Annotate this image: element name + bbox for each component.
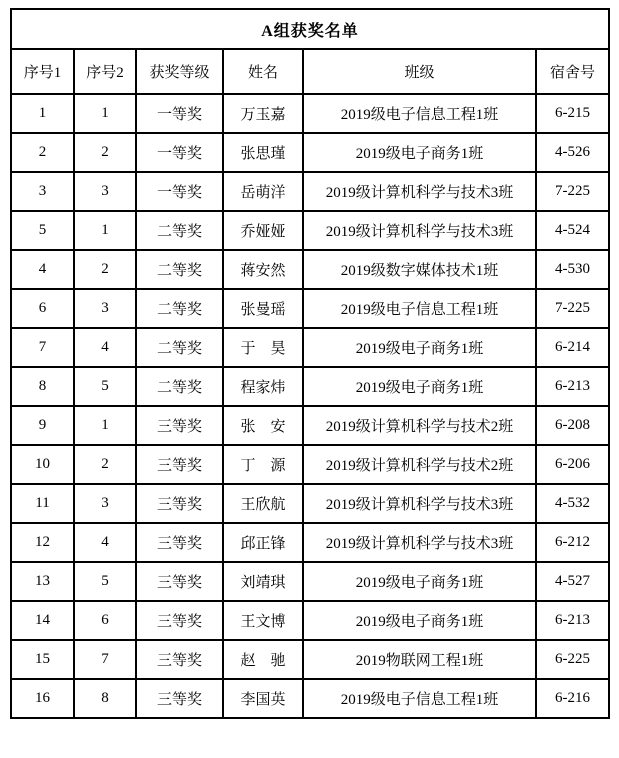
- cell-seq2: 3: [74, 172, 136, 211]
- cell-award: 二等奖: [136, 367, 223, 406]
- cell-award: 三等奖: [136, 562, 223, 601]
- cell-class: 2019级计算机科学与技术2班: [303, 445, 536, 484]
- table-row: [11, 250, 609, 289]
- cell-seq1: 10: [11, 445, 74, 484]
- title-row: [11, 9, 609, 49]
- cell-dorm: 4-526: [536, 133, 609, 172]
- column-header-class: 班级: [303, 49, 536, 94]
- cell-seq2: 3: [74, 289, 136, 328]
- cell-seq1: 1: [11, 94, 74, 133]
- cell-seq1: 13: [11, 562, 74, 601]
- cell-name: 张曼瑶: [223, 289, 303, 328]
- award-table: [10, 8, 610, 719]
- table-row: [11, 94, 609, 133]
- table-row: [11, 406, 609, 445]
- cell-name: 王文博: [223, 601, 303, 640]
- table-body: [11, 94, 609, 718]
- cell-seq2: 2: [74, 133, 136, 172]
- cell-class: 2019级电子信息工程1班: [303, 679, 536, 718]
- cell-dorm: 6-206: [536, 445, 609, 484]
- cell-seq1: 5: [11, 211, 74, 250]
- cell-seq2: 1: [74, 406, 136, 445]
- cell-class: 2019级电子商务1班: [303, 367, 536, 406]
- cell-dorm: 7-225: [536, 289, 609, 328]
- cell-class: 2019级电子商务1班: [303, 562, 536, 601]
- cell-seq2: 1: [74, 94, 136, 133]
- cell-dorm: 6-212: [536, 523, 609, 562]
- cell-name: 王欣航: [223, 484, 303, 523]
- table-row: [11, 484, 609, 523]
- cell-seq2: 5: [74, 562, 136, 601]
- cell-dorm: 6-208: [536, 406, 609, 445]
- cell-award: 三等奖: [136, 406, 223, 445]
- cell-dorm: 7-225: [536, 172, 609, 211]
- cell-dorm: 4-527: [536, 562, 609, 601]
- header-row: [11, 49, 609, 94]
- cell-dorm: 6-225: [536, 640, 609, 679]
- cell-seq1: 14: [11, 601, 74, 640]
- cell-class: 2019级计算机科学与技术3班: [303, 172, 536, 211]
- cell-seq2: 6: [74, 601, 136, 640]
- cell-class: 2019级电子商务1班: [303, 133, 536, 172]
- cell-award: 三等奖: [136, 601, 223, 640]
- cell-seq1: 7: [11, 328, 74, 367]
- cell-seq2: 1: [74, 211, 136, 250]
- cell-seq2: 7: [74, 640, 136, 679]
- table-row: [11, 289, 609, 328]
- cell-name: 张 安: [223, 406, 303, 445]
- cell-seq2: 3: [74, 484, 136, 523]
- cell-name: 张思瑾: [223, 133, 303, 172]
- table-row: [11, 562, 609, 601]
- cell-class: 2019级数字媒体技术1班: [303, 250, 536, 289]
- cell-name: 岳萌洋: [223, 172, 303, 211]
- cell-award: 二等奖: [136, 250, 223, 289]
- cell-seq1: 9: [11, 406, 74, 445]
- cell-name: 于 昊: [223, 328, 303, 367]
- cell-class: 2019级电子信息工程1班: [303, 94, 536, 133]
- column-header-award: 获奖等级: [136, 49, 223, 94]
- cell-class: 2019级计算机科学与技术3班: [303, 523, 536, 562]
- cell-dorm: 6-216: [536, 679, 609, 718]
- cell-name: 万玉嘉: [223, 94, 303, 133]
- cell-seq1: 2: [11, 133, 74, 172]
- cell-award: 三等奖: [136, 640, 223, 679]
- cell-seq1: 15: [11, 640, 74, 679]
- column-header-seq1: 序号1: [11, 49, 74, 94]
- cell-name: 邱正锋: [223, 523, 303, 562]
- cell-class: 2019级计算机科学与技术3班: [303, 211, 536, 250]
- cell-seq2: 2: [74, 445, 136, 484]
- cell-name: 赵 驰: [223, 640, 303, 679]
- cell-award: 三等奖: [136, 679, 223, 718]
- cell-award: 三等奖: [136, 523, 223, 562]
- table-row: [11, 172, 609, 211]
- cell-award: 一等奖: [136, 94, 223, 133]
- cell-name: 丁 源: [223, 445, 303, 484]
- cell-name: 乔娅娅: [223, 211, 303, 250]
- cell-dorm: 4-530: [536, 250, 609, 289]
- cell-award: 二等奖: [136, 328, 223, 367]
- cell-name: 蒋安然: [223, 250, 303, 289]
- cell-dorm: 6-213: [536, 601, 609, 640]
- cell-seq2: 4: [74, 523, 136, 562]
- table-row: [11, 523, 609, 562]
- table-row: [11, 601, 609, 640]
- award-table-page: [10, 8, 610, 719]
- cell-name: 刘靖琪: [223, 562, 303, 601]
- cell-dorm: 6-215: [536, 94, 609, 133]
- table-row: [11, 133, 609, 172]
- cell-seq1: 4: [11, 250, 74, 289]
- cell-seq1: 3: [11, 172, 74, 211]
- cell-award: 一等奖: [136, 133, 223, 172]
- cell-dorm: 4-524: [536, 211, 609, 250]
- cell-seq1: 12: [11, 523, 74, 562]
- cell-class: 2019级计算机科学与技术3班: [303, 484, 536, 523]
- cell-seq1: 16: [11, 679, 74, 718]
- cell-dorm: 6-213: [536, 367, 609, 406]
- cell-seq2: 4: [74, 328, 136, 367]
- cell-class: 2019级电子商务1班: [303, 328, 536, 367]
- cell-name: 李国英: [223, 679, 303, 718]
- table-row: [11, 445, 609, 484]
- column-header-name: 姓名: [223, 49, 303, 94]
- cell-seq2: 8: [74, 679, 136, 718]
- cell-award: 二等奖: [136, 289, 223, 328]
- column-header-dorm: 宿舍号: [536, 49, 609, 94]
- cell-seq2: 2: [74, 250, 136, 289]
- cell-award: 一等奖: [136, 172, 223, 211]
- cell-class: 2019物联网工程1班: [303, 640, 536, 679]
- cell-award: 三等奖: [136, 484, 223, 523]
- cell-class: 2019级电子商务1班: [303, 601, 536, 640]
- cell-seq1: 11: [11, 484, 74, 523]
- cell-dorm: 6-214: [536, 328, 609, 367]
- cell-name: 程家炜: [223, 367, 303, 406]
- cell-seq2: 5: [74, 367, 136, 406]
- table-row: [11, 328, 609, 367]
- table-row: [11, 367, 609, 406]
- cell-dorm: 4-532: [536, 484, 609, 523]
- column-header-seq2: 序号2: [74, 49, 136, 94]
- table-title: A组获奖名单: [11, 9, 609, 49]
- cell-seq1: 8: [11, 367, 74, 406]
- cell-award: 二等奖: [136, 211, 223, 250]
- cell-award: 三等奖: [136, 445, 223, 484]
- cell-seq1: 6: [11, 289, 74, 328]
- table-row: [11, 640, 609, 679]
- cell-class: 2019级电子信息工程1班: [303, 289, 536, 328]
- table-row: [11, 679, 609, 718]
- table-row: [11, 211, 609, 250]
- cell-class: 2019级计算机科学与技术2班: [303, 406, 536, 445]
